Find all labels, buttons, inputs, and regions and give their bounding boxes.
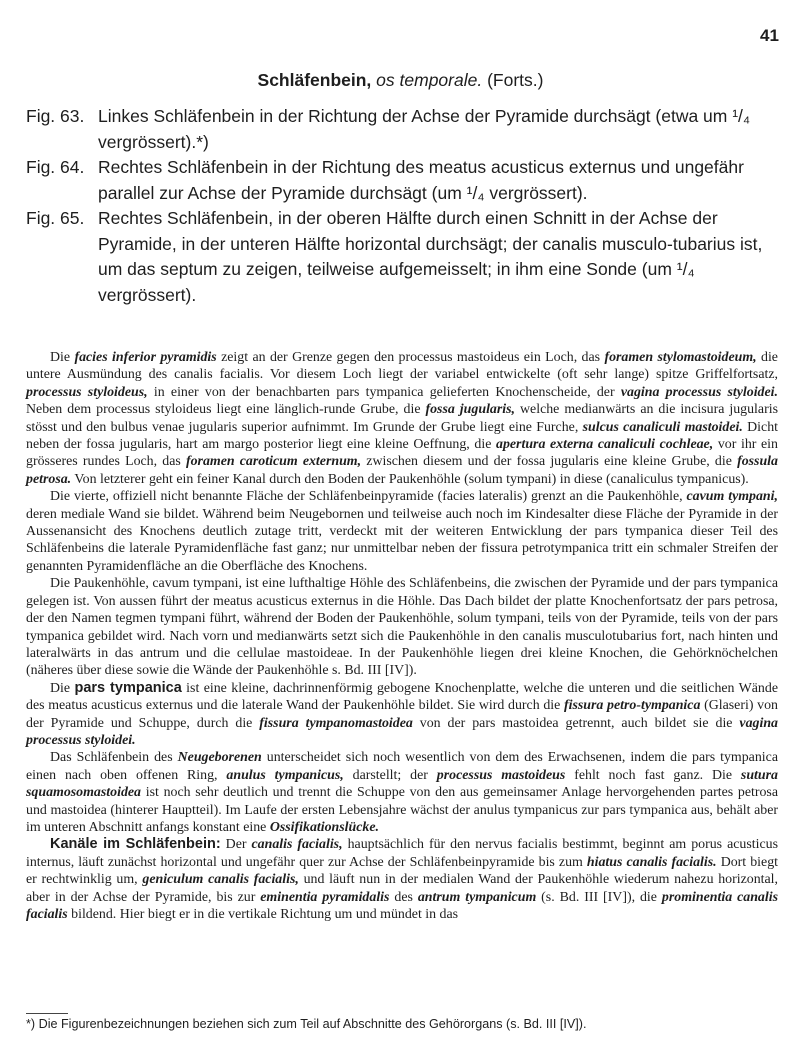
text-run: und läuft nun in der medialen Wand der Paukenhöhle wiederum nahezu horizontal, aber in der Achse der Pyramide, bis zur xyxy=(26,872,779,905)
bold-term: pars tympanica xyxy=(74,679,182,696)
italic-term: processus styloideus, xyxy=(26,384,148,400)
figure-label: Fig. 63. xyxy=(26,106,85,126)
italic-term: vagina processus styloidei. xyxy=(620,384,778,400)
italic-term: hiatus canalis facialis. xyxy=(586,854,717,870)
italic-term: anulus tympanicus, xyxy=(226,767,344,783)
italic-term: foramen caroticum externum, xyxy=(185,454,362,470)
title-bold: Schläfenbein, xyxy=(257,70,372,90)
italic-term: apertura externa canaliculi cochleae, xyxy=(496,437,714,453)
section-title xyxy=(0,70,801,91)
figure-text: Linkes Schläfenbein in der Richtung der Achse der Pyramide durchsägt (etwa um ¹/₄ vergrössert).*) xyxy=(98,106,751,152)
title-italic: os temporale. xyxy=(376,70,483,90)
text-run: Das Schläfenbein des xyxy=(50,750,178,766)
italic-term: Neugeborenen xyxy=(177,750,262,766)
italic-term: fossula petrosa. xyxy=(26,454,778,487)
text-run: Die Paukenhöhle, cavum tympani, ist eine lufthaltige Höhle des Schläfenbeins, die zwischen der Pyramide und der pars tympanica gelegen ist. Von aussen führt der meatus acusticus externus in die Höhle. Das Dach bildet der platte Knochenfortsatz der pars petrosa, der den Namen tegmen tympani führt, während der Boden der Paukenhöhle, solum tympani, teils von der Pyramide, teils von der pars tympanica gebildet wird. Nach vorn und medianwärts setzt sich die Paukenhöhle in den canalis musculotubarius fort, nach hinten und lateralwärts in das antrum und die cellulae mastoideae. In der Paukenhöhle liegen drei kleine Knochen, die Gehörknöchelchen (näheres über diese sowie die Wände der Paukenhöhle s. Bd. III [IV]). xyxy=(26,576,778,679)
text-run: in einer von der benachbarten pars tympanica gelieferten Knochenscheide, der xyxy=(147,384,621,400)
italic-term: eminentia pyramidalis xyxy=(260,889,390,905)
figure-text: Rechtes Schläfenbein in der Richtung des meatus acusticus externus und ungefähr parallel zur Achse der Pyramide durchsägt (um ¹/₄ vergrössert). xyxy=(98,157,744,203)
italic-term: Ossifikationslücke. xyxy=(269,819,380,835)
text-run: fehlt noch fast ganz. Die xyxy=(565,767,741,783)
text-run: Die vierte, offiziell nicht benannte Fläche der Schläfenbeinpyramide (facies lateralis) grenzt an die Paukenhöhle, xyxy=(50,489,687,505)
paragraph-kanaele xyxy=(26,836,778,923)
title-tail: (Forts.) xyxy=(487,70,544,90)
italic-term: fissura tympanomastoidea xyxy=(259,715,413,731)
text-run: Die xyxy=(50,680,75,696)
text-run: welche medianwärts an die incisura jugularis stösst und den bulbus venae jugularis superior aufnimmt. Im Grunde der Grube liegt eine Furche, xyxy=(26,402,778,435)
text-run: (s. Bd. III [IV]), die xyxy=(536,889,662,905)
text-run: Die xyxy=(50,350,75,365)
text-run: unterscheidet sich noch wesentlich von dem des Erwachsenen, indem die pars tympanica einen nach oben offenen Ring, xyxy=(26,750,778,783)
text-run: zeigt an der Grenze gegen den processus mastoideus ein Loch, das xyxy=(216,350,605,365)
figure-text: Rechtes Schläfenbein, in der oberen Hälfte durch einen Schnitt in der Achse der Pyramide, in der unteren Hälfte horizontal durchsägt; der canalis musculo-tubarius ist, um das septum zu zeigen, teilweise aufgemeisselt; in ihm eine Sonde (um ¹/₄ vergrössert). xyxy=(98,208,763,305)
text-run: von der pars mastoidea getrennt, auch bildet sie die xyxy=(412,715,740,731)
italic-term: vagina processus styloidei. xyxy=(26,715,778,748)
text-run: des xyxy=(389,889,418,905)
text-run: zwischen diesem und der fossa jugularis eine kleine Grube, die xyxy=(361,454,738,470)
figure-captions xyxy=(26,104,782,308)
italic-term: canalis facialis, xyxy=(251,837,343,853)
italic-term: sulcus canaliculi mastoidei. xyxy=(582,419,743,435)
text-run: Von letzterer geht ein feiner Kanal durch den Boden der Paukenhöhle (solum tympani) in diese (canaliculus tympanicus). xyxy=(71,471,749,487)
figure-caption xyxy=(26,155,782,206)
text-run: ist eine kleine, dachrinnenförmig gebogene Knochenplatte, welche die unteren und die seitlichen Wände des meatus acusticus externus und die laterale Wand der Paukenhöhle bildet. Sie wird durch die xyxy=(26,680,778,714)
paragraph-paukenhoehle xyxy=(26,575,778,679)
text-run: deren mediale Wand sie bildet. Während beim Neugebornen und teilweise auch noch im Kindesalter diese Fläche der Pyramide in der Aussenansicht des Knochens deutlich zutage tritt, verdeckt mit der weiteren Entwicklung der pars tympanica dieser Teil des Schläfenbeins die laterale Pyramidenfläche fast ganz; nur unmittelbar neben der fissura petrotympanica tritt ein schmaler Streifen der genannten Pyramidenfläche an die Oberfläche des Knochens. xyxy=(26,506,778,574)
figure-label: Fig. 65. xyxy=(26,208,85,228)
text-run: (Glaseri) von der Pyramide und Schuppe, durch die xyxy=(26,698,778,731)
body-text xyxy=(26,349,778,923)
paragraph-neugeborenen xyxy=(26,749,778,836)
italic-term: facies inferior pyramidis xyxy=(74,350,217,365)
footnote: *) Die Figurenbezeichnungen beziehen sich zum Teil auf Abschnitte des Gehörorgans (s. Bd. III [IV]). xyxy=(26,1017,587,1031)
italic-term: fissura petro-tympanica xyxy=(563,698,701,714)
italic-term: antrum tympanicum xyxy=(417,889,537,905)
text-run: die untere Ausmündung des canalis facialis. Vor diesem Loch liegt der variabel entwickelte (oft sehr lange) spitze Griffelfortsatz, xyxy=(26,350,778,383)
page-number: 41 xyxy=(760,26,779,45)
italic-term: fossa jugularis, xyxy=(425,402,516,418)
italic-term: geniculum canalis facialis, xyxy=(142,872,299,888)
text-run: darstellt; der xyxy=(343,767,437,783)
paragraph-pars-tympanica xyxy=(26,680,778,750)
figure-caption xyxy=(26,104,782,155)
italic-term: processus mastoideus xyxy=(436,767,566,783)
italic-term: sutura squamosomastoidea xyxy=(26,767,778,801)
footnote-rule xyxy=(26,1013,68,1014)
italic-term: cavum tympani, xyxy=(686,489,778,505)
text-run: Dicht neben der fossa jugularis, hart am margo posterior liegt eine kleine Oeffnung, die xyxy=(26,419,778,453)
italic-term: prominentia canalis facialis xyxy=(26,889,778,922)
text-run: ist noch sehr deutlich und trennt die Schuppe von den aus gemeinsamer Anlage hervorgehenden partes petrosa und mastoidea (hinterer Hauptteil). Im Laufe der ersten Lebensjahre wächst der anulus tympanicus zur pars tympanica aus, behält aber im unteren Abschnitt anfangs konstant eine xyxy=(26,785,778,835)
text-run: bildend. Hier biegt er in die vertikale Richtung um und mündet in das xyxy=(67,907,459,922)
figure-caption xyxy=(26,206,782,308)
text-run: vor ihr ein grösseres rundes Loch, das xyxy=(26,437,778,470)
paragraph-facies-inferior xyxy=(26,349,778,488)
figure-label: Fig. 64. xyxy=(26,157,85,177)
text-run: Dort biegt er rechtwinklig um, xyxy=(26,854,779,888)
text-run: hauptsächlich für den nervus facialis bestimmt, beginnt am porus acusticus internus, läuft zunächst horizontal und ungefähr quer zur Achse der Schläfenbeinpyramide bis zum xyxy=(26,837,778,870)
paragraph-facies-lateralis xyxy=(26,488,778,575)
text-run: Neben dem processus styloideus liegt eine länglich-runde Grube, die xyxy=(26,402,426,418)
bold-term: Kanäle im Schläfenbein: xyxy=(50,836,221,853)
text-run: Der xyxy=(220,837,252,853)
italic-term: foramen stylomastoideum, xyxy=(604,350,757,365)
